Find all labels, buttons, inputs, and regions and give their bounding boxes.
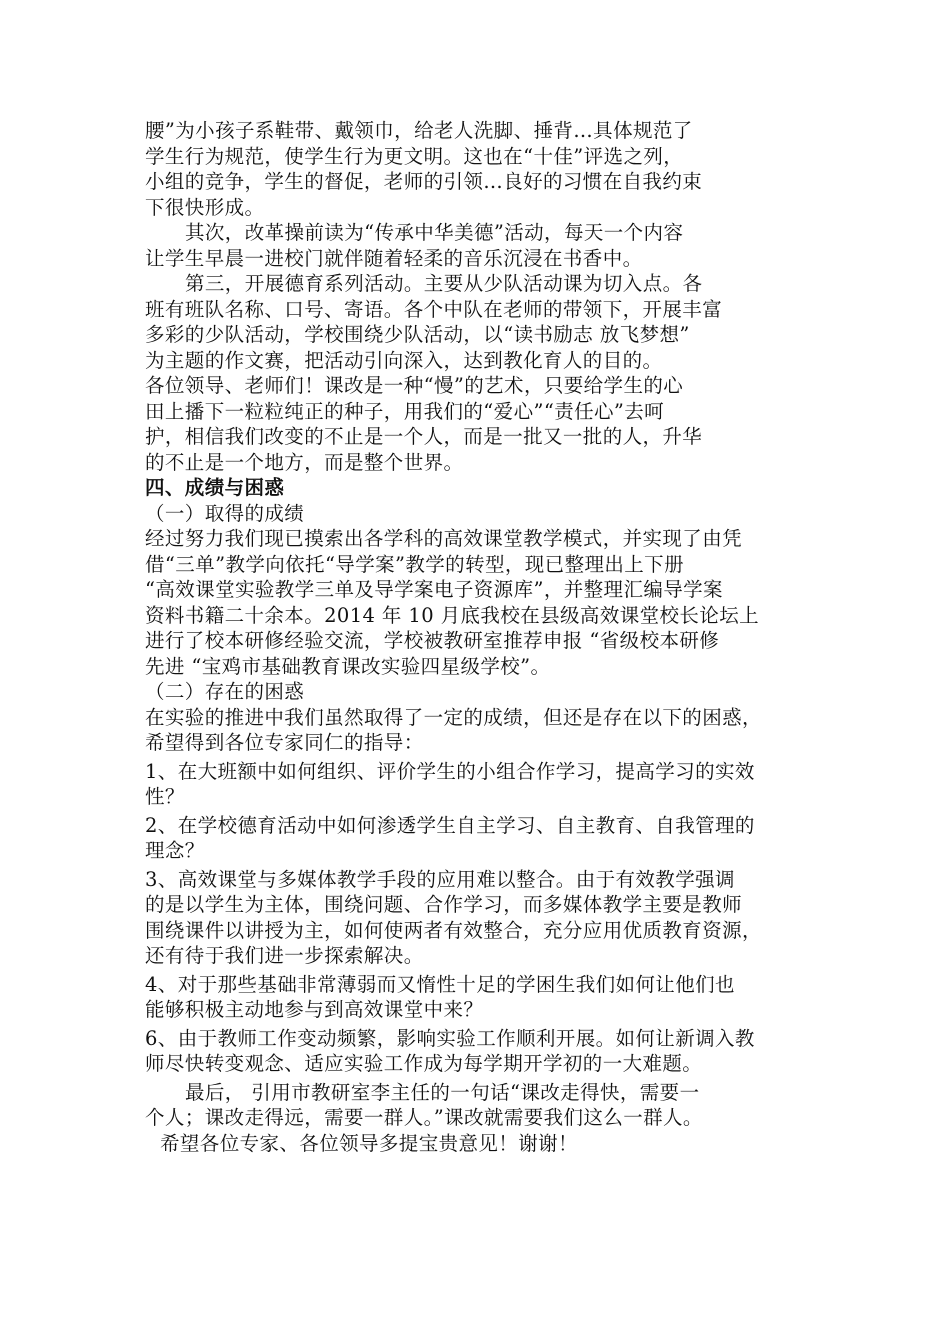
text-line: 还有待于我们进一步探索解决。 [145, 944, 424, 967]
subsection-heading-achievements: （一）取得的成绩 [145, 501, 305, 525]
text-line: 资料书籍二十余本。2014 年 10 月底我校在县级高效课堂校长论坛上 [145, 603, 760, 627]
text-line: 6、由于教师工作变动频繁，影响实验工作顺利开展。如何让新调入教 [145, 1026, 755, 1050]
list-item [145, 1026, 815, 1077]
text-line: 腰”为小孩子系鞋带、戴领巾，给老人洗脚、捶背…具体规范了 [145, 119, 693, 142]
text-line: 2、在学校德育活动中如何渗透学生自主学习、自主教育、自我管理的 [145, 813, 755, 837]
text-line: 1、在大班额中如何组织、评价学生的小组合作学习，提高学习的实效 [145, 759, 755, 783]
text-line: 在实验的推进中我们虽然取得了一定的成绩，但还是存在以下的困惑， [145, 705, 762, 729]
list-item [145, 972, 815, 1023]
text-line: 个人；课改走得远，需要一群人。”课改就需要我们这么一群人。 [145, 1106, 703, 1129]
text-line: 田上播下一粒粒纯正的种子，用我们的“爱心”“责任心”去呵 [145, 399, 665, 423]
text-line: 3、高效课堂与多媒体教学手段的应用难以整合。由于有效教学强调 [145, 867, 735, 891]
section-heading: 四、成绩与困惑 [145, 476, 285, 499]
paragraph-difficulties-intro [145, 705, 815, 756]
text-line: 各位领导、老师们！课改是一种“慢”的艺术，只要给学生的心 [145, 374, 684, 397]
list-item [145, 813, 815, 864]
document-page [145, 118, 815, 1156]
text-line: 的不止是一个地方，而是整个世界。 [145, 450, 464, 474]
text-line: 学生行为规范，使学生行为更文明。这也在“十佳”评选之列， [145, 144, 684, 168]
text-line: 理念？ [145, 839, 205, 862]
text-line: “高效课堂实验教学三单及导学案电子资源库”，并整理汇编导学案 [145, 578, 723, 601]
subsection-heading-difficulties: （二）存在的困惑 [145, 680, 305, 703]
text-line: 经过努力我们现已摸索出各学科的高效课堂教学模式，并实现了由凭 [145, 527, 743, 550]
text-line: 围绕课件以讲授为主，如何使两者有效整合，充分应用优质教育资源， [145, 918, 762, 942]
text-line: 进行了校本研修经验交流，学校被教研室推荐申报 “省级校本研修 [145, 629, 720, 652]
text-line: 借“三单”教学向依托“导学案”教学的转型，现已整理出上下册 [145, 552, 684, 576]
text-line: 小组的竞争，学生的督促，老师的引领…良好的习惯在自我约束 [145, 170, 703, 193]
text-line: 的是以学生为主体，围绕问题、合作学习，而多媒体教学主要是教师 [145, 893, 743, 916]
text-line: 班有班队名称、口号、寄语。各个中队在老师的带领下，开展丰富 [145, 297, 723, 321]
text-line: 4、对于那些基础非常薄弱而又惰性十足的学困生我们如何让他们也 [145, 972, 735, 996]
paragraph-behavior-norms [145, 118, 815, 220]
text-line: 师尽快转变观念、适应实验工作成为每学期开学初的一大难题。 [145, 1052, 703, 1075]
paragraph-address-to-leaders [145, 373, 815, 475]
text-line: 护，相信我们改变的不止是一个人，而是一批又一批的人，升华 [145, 425, 703, 448]
paragraph-morning-reading [145, 220, 815, 271]
text-line: 其次，改革操前读为“传承中华美德”活动，每天一个内容 [185, 221, 684, 244]
text-line: 下很快形成。 [145, 195, 265, 219]
text-line: 第三，开展德育系列活动。主要从少队活动课为切入点。各 [185, 272, 703, 295]
text-line: 最后， 引用市教研室李主任的一句话“课改走得快，需要一 [185, 1080, 700, 1104]
text-line: 让学生早晨一进校门就伴随着轻柔的音乐沉浸在书香中。 [145, 246, 643, 270]
text-line: 为主题的作文赛，把活动引向深入，达到教化育人的目的。 [145, 348, 663, 372]
text-line: 性？ [145, 785, 185, 808]
paragraph-closing-quote [145, 1080, 815, 1131]
paragraph-achievements [145, 526, 815, 679]
paragraph-moral-activities [145, 271, 815, 373]
text-line: 能够积极主动地参与到高效课堂中来？ [145, 998, 484, 1021]
text-line: 希望得到各位专家同仁的指导： [145, 731, 424, 754]
closing-thanks: 希望各位专家、各位领导多提宝贵意见！谢谢！ [160, 1131, 578, 1155]
list-item [145, 759, 815, 810]
text-line: 多彩的少队活动，学校围绕少队活动，以“读书励志 放飞梦想” [145, 323, 690, 346]
text-line: 先进 “宝鸡市基础教育课改实验四星级学校”。 [145, 654, 551, 678]
list-item [145, 867, 815, 969]
